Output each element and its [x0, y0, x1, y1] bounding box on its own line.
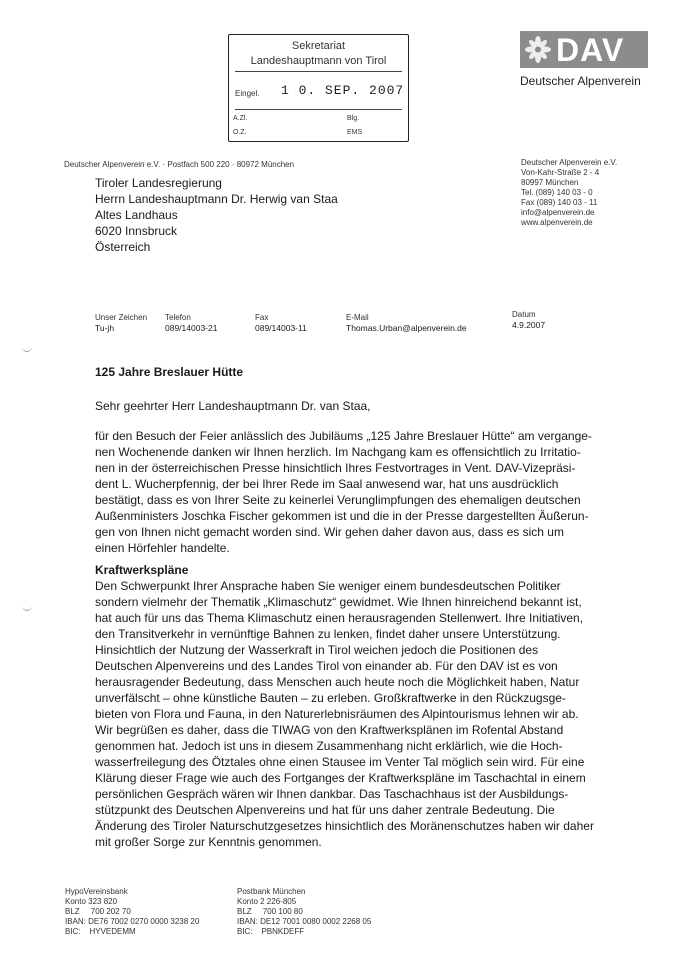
sender-block-line: Deutscher Alpenverein e.V. — [521, 158, 618, 167]
sender-block-line: 80997 München — [521, 178, 579, 187]
stamp-line2: Landeshauptmann von Tirol — [250, 55, 387, 67]
stamp-received-label: Eingel. — [235, 89, 260, 98]
ref-unser-zeichen — [95, 313, 147, 334]
recipient-line: 6020 Innsbruck — [95, 224, 178, 238]
text-line: hat auch für uns das Thema Klimaschutz einen herausragenden Stellenwert. Ihre Initiativen, — [95, 611, 584, 625]
ref-telefon — [165, 313, 217, 334]
footer-line: IBAN: DE76 7002 0270 0000 3238 20 — [65, 917, 200, 926]
stamp-received-date: 1 0. SEP. 2007 — [281, 83, 405, 98]
footer-line: BIC: PBNKDEFF — [237, 927, 305, 936]
text-line: unverfälscht – ohne künstliche Bauten – zu erleben. Großkraftwerke in den Rückzugsge- — [95, 691, 566, 705]
section-heading: Kraftwerkspläne — [95, 563, 189, 577]
stamp-ems-label: EMS — [347, 129, 363, 136]
ref-label: E-Mail — [346, 313, 369, 322]
sender-block-line: Tel. (089) 140 03 - 0 — [521, 188, 593, 197]
footer-line: HypoVereinsbank — [65, 887, 128, 896]
text-line: bieten von Flora und Fauna, in den Naturerlebnisräumen des Alpintourismus lehnen wir ab. — [95, 707, 579, 721]
text-line: Hinsichtlich der Nutzung der Wasserkraft in Tirol weichen jedoch die Positionen des — [95, 643, 539, 657]
footer-line: BIC: HYVEDEMM — [65, 927, 136, 936]
recipient-line: Tiroler Landesregierung — [95, 176, 222, 190]
text-line: stützpunkt des Deutschen Alpenvereins und hat für uns daher zentrale Bedeutung. Die — [95, 803, 555, 817]
text-line: bestätigt, dass es von Ihrer Seite zu keinerlei Verunglimpfungen des ehemaligen deutschen — [95, 493, 581, 507]
text-line: einen Hörfehler handelte. — [95, 541, 230, 555]
text-line: herausragender Bedeutung, dass Menschen auch heute noch die Möglichkeit haben, Natur — [95, 675, 580, 689]
footer-line: Postbank München — [237, 887, 306, 896]
ref-label: Fax — [255, 313, 269, 322]
paragraph-thanks — [95, 428, 615, 556]
sender-block-line: Von-Kahr-Straße 2 - 4 — [521, 168, 600, 177]
paragraph-kraftwerksplaene — [95, 578, 615, 850]
sender-line: Deutscher Alpenverein e.V. · Postfach 500 220 · 80972 München — [64, 160, 295, 169]
stamp-az-label: A.Zl. — [233, 115, 248, 122]
footer-line: Konto 323 820 — [65, 897, 118, 906]
ref-label: Datum — [512, 310, 536, 319]
stamp-blg-label: Blg. — [347, 115, 360, 122]
stamp-divider — [235, 71, 402, 72]
text-line: persönlichen Gespräch wären wir Ihnen dankbar. Das Taschachhaus ist der Ausbildungs- — [95, 787, 569, 801]
text-line: Wir begrüßen es daher, dass die TIWAG von den Kraftwerksplänen im Rofental Abstand — [95, 723, 564, 737]
text-line: wasserfreilegung des Ötztales ohne einen Stausee im Venter Tal möglich sein wird. Für eine — [95, 755, 585, 769]
recipient-line: Herrn Landeshauptmann Dr. Herwig van Staa — [95, 192, 338, 206]
logo-name: Deutscher Alpenverein — [520, 74, 641, 88]
ref-label: Telefon — [165, 313, 191, 322]
footer-line: IBAN: DE12 7001 0080 0002 2268 05 — [237, 917, 372, 926]
text-line: Außenministers Joschka Fischer gekommen ist und die in der Presse dargestellten Äußerun- — [95, 509, 589, 523]
text-line: Änderung des Tiroler Naturschutzgesetzes hinsichtlich des Moränenschutzes haben wir daher — [95, 819, 594, 833]
text-line: Deutschen Alpenvereins und des Landes Tirol von einander ab. Für den DAV ist es von — [95, 659, 558, 673]
subject-heading: 125 Jahre Breslauer Hütte — [95, 365, 244, 379]
sender-block-line: Fax (089) 140 03 - 11 — [521, 198, 598, 207]
receipt-stamp — [228, 34, 409, 142]
ref-value: 089/14003-21 — [165, 323, 218, 333]
fold-mark — [22, 602, 32, 611]
salutation: Sehr geehrter Herr Landeshauptmann Dr. van Staa, — [95, 399, 371, 413]
stamp-divider — [235, 109, 402, 110]
recipient-line: Altes Landhaus — [95, 208, 178, 222]
ref-value: 089/14003-11 — [255, 323, 307, 333]
sender-block — [521, 158, 617, 228]
text-line: den Transitverkehr in vernünftige Bahnen zu lenken, findet daher unsere Unterstützung. — [95, 627, 561, 641]
ref-label: Unser Zeichen — [95, 313, 148, 322]
stamp-oz-label: O.Z. — [233, 129, 247, 136]
text-line: mit großer Sorge zur Kenntnis genommen. — [95, 835, 322, 849]
text-line: nen Wochenende danken wir Ihnen herzlich. Im Nachgang kam es offensichtlich zu Irritatio- — [95, 445, 581, 459]
sender-block-line: www.alpenverein.de — [521, 218, 593, 227]
ref-value: Thomas.Urban@alpenverein.de — [346, 323, 467, 333]
footer-bank-postbank — [237, 887, 371, 937]
ref-value: Tu-jh — [95, 323, 115, 333]
footer-line: BLZ 700 202 70 — [65, 907, 131, 916]
stamp-line1: Sekretariat — [291, 40, 346, 52]
text-line: nen in der österreichischen Presse hinsichtlich Ihres Festvortrages in Vent. DAV-Vizepräsi- — [95, 461, 576, 475]
ref-email — [346, 313, 467, 334]
text-line: dent L. Wucherpfennig, der bei Ihrer Rede im Saal anwesend war, hat uns ausdrücklich — [95, 477, 559, 491]
footer-line: BLZ 700 100 80 — [237, 907, 303, 916]
ref-value: 4.9.2007 — [512, 320, 546, 330]
sender-block-line: info@alpenverein.de — [521, 208, 595, 217]
recipient-address — [95, 175, 338, 255]
ref-fax — [255, 313, 307, 334]
footer-bank-hypovereinsbank — [65, 887, 199, 937]
text-line: gen von Ihnen nicht gemacht worden sind. Wir gehen daher davon aus, dass es sich um — [95, 525, 564, 539]
text-line: genommen hat. Jedoch ist uns in diesem Zusammenhang nicht erklärlich, wie die Hoch- — [95, 739, 563, 753]
logo-mark-text: DAV — [556, 32, 625, 68]
edelweiss-icon — [524, 35, 552, 64]
text-line: sondern vielmehr der Thematik „Klimaschutz“ gewidmet. Wie Ihnen hinreichend bekannt ist, — [95, 595, 582, 609]
text-line: Den Schwerpunkt Ihrer Ansprache haben Sie weniger einem bundesdeutschen Politiker — [95, 579, 561, 593]
footer-line: Konto 2 226-805 — [237, 897, 297, 906]
text-line: Klärung dieser Frage wie auch des Fortganges der Kraftwerkspläne im Taschachtal in einem — [95, 771, 586, 785]
text-line: für den Besuch der Feier anlässlich des Jubiläums „125 Jahre Breslauer Hütte“ am vergange- — [95, 429, 592, 443]
recipient-line: Österreich — [95, 240, 151, 254]
hole-punch-mark — [22, 343, 32, 352]
ref-datum — [512, 310, 545, 331]
